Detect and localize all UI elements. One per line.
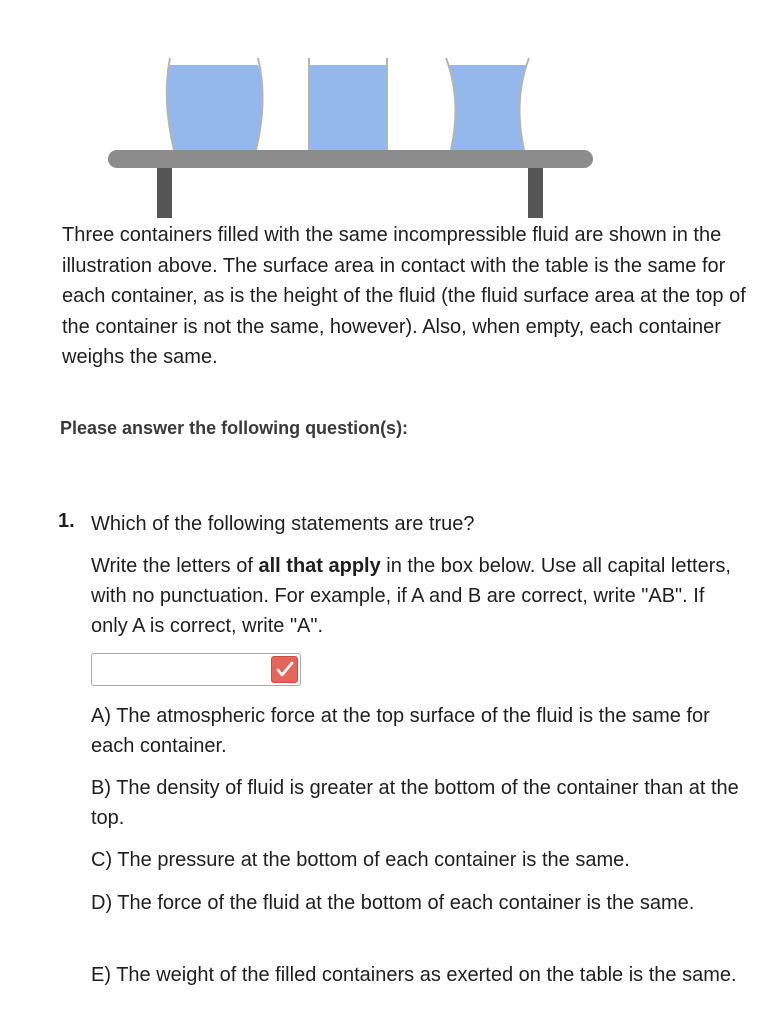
containers-illustration xyxy=(0,0,775,225)
question-instructions xyxy=(91,551,741,641)
answer-box xyxy=(91,653,301,686)
container-pinched xyxy=(446,58,529,150)
option-e: E) The weight of the filled containers as exerted on the table is the same. xyxy=(91,964,737,986)
check-icon xyxy=(276,661,294,679)
question-number: 1. xyxy=(58,510,75,532)
option-d: D) The force of the fluid at the bottom of each container is the same. xyxy=(91,892,695,914)
container-straight xyxy=(309,58,387,150)
table-leg-right xyxy=(528,166,543,218)
option-c: C) The pressure at the bottom of each container is the same. xyxy=(91,849,630,871)
check-answer-button[interactable] xyxy=(271,656,298,683)
option-a: A) The atmospheric force at the top surface of the fluid is the same for each container. xyxy=(91,705,710,757)
question-text: Which of the following statements are true? xyxy=(91,513,475,535)
option-b: B) The density of fluid is greater at the bottom of the container than at the top. xyxy=(91,777,739,829)
table-top xyxy=(108,150,593,168)
table-leg-left xyxy=(157,166,172,218)
container-bulging xyxy=(167,58,263,150)
answer-input[interactable] xyxy=(94,656,264,683)
intro-paragraph: Three containers filled with the same incompressible fluid are shown in the illustration above. The surface area in contact with the table is the same for each container, as is the height of the fluid (the fluid surface area at the top of the container is not the same, however). Also, when empty, each container weighs the same. xyxy=(62,224,746,368)
instructions-emphasis: all that apply xyxy=(258,555,381,577)
answer-prompt: Please answer the following question(s): xyxy=(60,418,409,438)
instructions-end: in the box below. Use all capital letters, with no punctuation. For example, if A and B are correct, write "AB". If only A is correct, write "A". xyxy=(91,555,731,637)
instructions-start: Write the letters of xyxy=(91,555,259,577)
